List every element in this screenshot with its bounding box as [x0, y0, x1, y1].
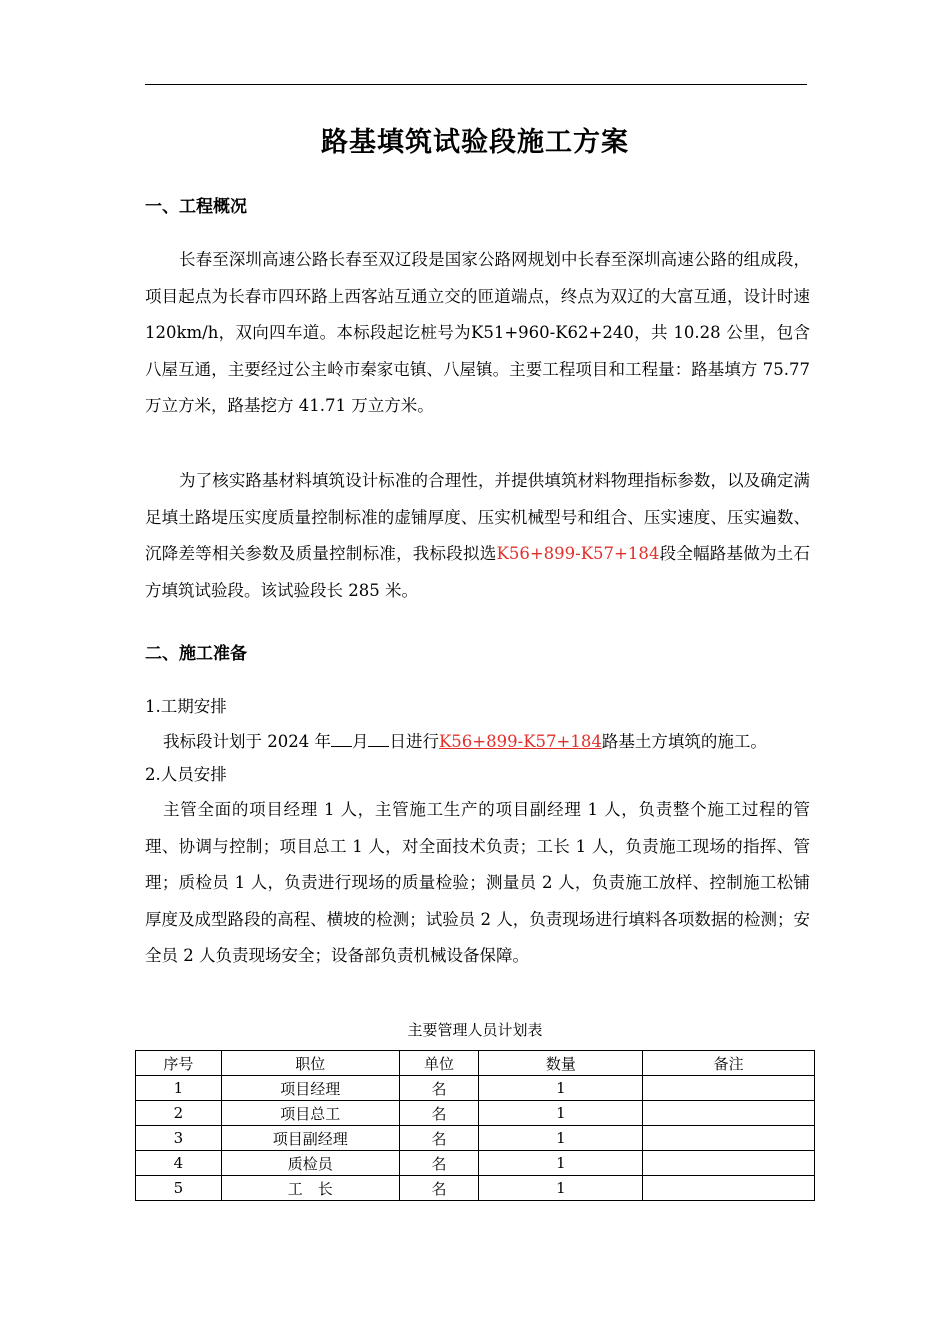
table-cell: 1 — [479, 1151, 643, 1176]
table-row — [136, 1176, 815, 1201]
overview-paragraph-1: 长春至深圳高速公路长春至双辽段是国家公路网规划中长春至深圳高速公路的组成段，项目起点为长春市四环路上西客站互通立交的匝道端点，终点为双辽的大富互通，设计时速 120km/h，双向四车道。本标段起讫桩号为K51+960-K62+240，共 10.28 公里，包含八屋互通，主要经过公主岭市秦家屯镇、八屋镇。主要工程项目和工程量：路基填方 75.77 万立方米，路基挖方 41.71 万立方米。 — [145, 250, 811, 415]
table-row — [136, 1126, 815, 1151]
table-cell: 项目总工 — [221, 1101, 399, 1126]
station-range: K56+899-K57+184 — [496, 544, 660, 563]
table-cell: 1 — [136, 1076, 222, 1101]
overview-paragraph-2 — [145, 463, 810, 609]
table-cell — [643, 1076, 815, 1101]
header-rule — [145, 84, 807, 85]
table-cell — [643, 1101, 815, 1126]
schedule-text-part: 路基土方填筑的施工。 — [601, 732, 767, 751]
day-blank — [368, 732, 389, 747]
staffing-heading: 2.人员安排 — [145, 765, 227, 784]
month-blank — [331, 732, 352, 747]
schedule-text — [163, 730, 767, 754]
table-cell: 1 — [479, 1126, 643, 1151]
table-cell: 5 — [136, 1176, 222, 1201]
table-cell: 名 — [399, 1126, 479, 1151]
table-caption: 主要管理人员计划表 — [407, 1021, 543, 1039]
schedule-heading: 1.工期安排 — [145, 697, 227, 716]
table-cell: 1 — [479, 1101, 643, 1126]
table-cell: 名 — [399, 1176, 479, 1201]
table-cell: 名 — [399, 1101, 479, 1126]
table-cell: 2 — [136, 1101, 222, 1126]
paragraph-text: 段全幅路基做为土石方填筑试验段。该试验段长 285 米。 — [145, 544, 811, 600]
table-cell: 质检员 — [221, 1151, 399, 1176]
table-cell: 名 — [399, 1076, 479, 1101]
table-cell: 4 — [136, 1151, 222, 1176]
staff-plan-table — [135, 1050, 815, 1201]
table-cell — [643, 1151, 815, 1176]
document-title: 路基填筑试验段施工方案 — [321, 127, 629, 158]
table-cell: 1 — [479, 1176, 643, 1201]
table-header-row — [136, 1051, 815, 1076]
header-cell: 数量 — [479, 1051, 643, 1076]
staffing-paragraph: 主管全面的项目经理 1 人，主管施工生产的项目副经理 1 人，负责整个施工过程的管理、协调与控制；项目总工 1 人，对全面技术负责；工长 1 人，负责施工现场的指挥、管理；质检员 1 人，负责进行现场的质量检验；测量员 2 人，负责施工放样、控制施工松铺厚度及成型路段的高程、横坡的检测；试验员 2 人，负责现场进行填料各项数据的检测；安全员 2 人负责现场安全；设备部负责机械设备保障。 — [145, 800, 810, 965]
header-cell: 备注 — [643, 1051, 815, 1076]
table-cell: 项目副经理 — [221, 1126, 399, 1151]
header-cell: 职位 — [221, 1051, 399, 1076]
table-cell: 名 — [399, 1151, 479, 1176]
table-row — [136, 1151, 815, 1176]
section-heading-overview: 一、工程概况 — [145, 197, 247, 217]
header-cell: 单位 — [399, 1051, 479, 1076]
section-heading-preparation: 二、施工准备 — [145, 644, 247, 664]
table-cell: 项目经理 — [221, 1076, 399, 1101]
table-cell — [643, 1126, 815, 1151]
table-cell — [643, 1176, 815, 1201]
table-cell: 1 — [479, 1076, 643, 1101]
schedule-text-part: 月 — [351, 732, 369, 751]
paragraph-text: 为了核实路基材料填筑设计标准的合理性，并提供填筑材料物理指标参数，以及确定满足填土路堤压实度质量控制标准的虚铺厚度、压实机械型号和组合、压实速度、压实遍数、沉降差等相关参数及质量控制标准，我标段拟选 — [145, 471, 810, 563]
header-cell: 序号 — [136, 1051, 222, 1076]
table-cell: 工 长 — [221, 1176, 399, 1201]
table-cell: 3 — [136, 1126, 222, 1151]
station-range: K56+899-K57+184 — [438, 732, 602, 751]
schedule-text-part: 日进行 — [389, 732, 439, 751]
table-row — [136, 1076, 815, 1101]
schedule-text-part: 我标段计划于 2024 年 — [163, 732, 331, 751]
table-row — [136, 1101, 815, 1126]
